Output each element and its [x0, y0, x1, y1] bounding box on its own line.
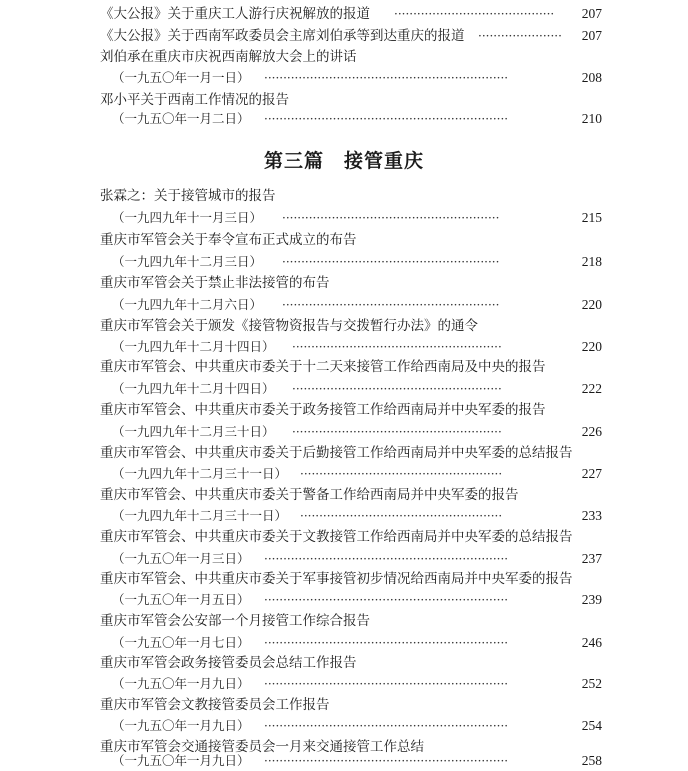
- toc-entry-date-line: [0, 252, 688, 272]
- toc-entry-date-line: [0, 674, 688, 694]
- entry-page-number: 227: [581, 466, 602, 481]
- entry-date: （一九四九年十二月三日）: [112, 254, 263, 269]
- entry-page-number: 239: [581, 592, 602, 607]
- entry-title: 重庆市军管会政务接管委员会总结工作报告: [100, 655, 357, 671]
- dot-leader: ································································: [264, 71, 509, 85]
- entry-page-number: 210: [581, 111, 602, 126]
- toc-entry: [0, 443, 688, 463]
- dot-leader: ·····················································: [300, 509, 503, 523]
- toc-entry-date-line: [0, 716, 688, 736]
- entry-title: 重庆市军管会关于奉令宣布正式成立的布告: [100, 232, 357, 248]
- toc-entry-date-line: [0, 590, 688, 610]
- entry-page-number: 254: [581, 718, 602, 733]
- entry-page-number: 233: [581, 508, 602, 523]
- entry-title: 重庆市军管会、中共重庆市委关于文教接管工作给西南局并中央军委的总结报告: [100, 529, 573, 545]
- dot-leader: ································································: [264, 112, 509, 126]
- toc-entry: [0, 4, 688, 24]
- entry-title: 重庆市军管会、中共重庆市委关于警备工作给西南局并中央军委的报告: [100, 487, 519, 503]
- dot-leader: ··········································: [394, 7, 555, 21]
- dot-leader: ·························································: [282, 298, 500, 312]
- entry-date: （一九五〇年一月九日）: [112, 753, 250, 768]
- dot-leader: ·······················································: [292, 340, 502, 354]
- toc-entry: [0, 316, 688, 336]
- toc-entry: [0, 485, 688, 505]
- toc-entry-date-line: [0, 633, 688, 653]
- entry-title: 重庆市军管会关于禁止非法接管的布告: [100, 275, 330, 291]
- entry-title: 重庆市军管会文教接管委员会工作报告: [100, 697, 330, 713]
- toc-entry-date-line: [0, 337, 688, 357]
- toc-entry-date-line: [0, 109, 688, 129]
- entry-date: （一九五〇年一月一日）: [112, 70, 250, 85]
- entry-title: 刘伯承在重庆市庆祝西南解放大会上的讲话: [100, 49, 357, 65]
- toc-entry-date-line: [0, 464, 688, 484]
- toc-entry: [0, 611, 688, 631]
- toc-entry: [0, 695, 688, 715]
- toc-entry-date-line: [0, 422, 688, 442]
- toc-entry-date-line: [0, 379, 688, 399]
- entry-title: 重庆市军管会、中共重庆市委关于政务接管工作给西南局并中央军委的报告: [100, 402, 546, 418]
- entry-page-number: 258: [581, 753, 602, 768]
- entry-page-number: 207: [581, 6, 602, 21]
- entry-page-number: 246: [581, 635, 602, 650]
- toc-entry: [0, 357, 688, 377]
- toc-entry: [0, 273, 688, 293]
- entry-date: （一九四九年十二月十四日）: [112, 339, 275, 354]
- entry-title: 《大公报》关于西南军政委员会主席刘伯承等到达重庆的报道: [100, 28, 465, 44]
- dot-leader: ································································: [264, 552, 509, 566]
- entry-title: 重庆市军管会公安部一个月接管工作综合报告: [100, 613, 370, 629]
- entry-date: （一九四九年十一月三日）: [112, 210, 263, 225]
- dot-leader: ································································: [264, 677, 509, 691]
- dot-leader: ·····················································: [300, 467, 503, 481]
- entry-date: （一九五〇年一月九日）: [112, 718, 250, 733]
- entry-page-number: 222: [581, 381, 602, 396]
- entry-date: （一九五〇年一月三日）: [112, 551, 250, 566]
- entry-title: 重庆市军管会、中共重庆市委关于十二天来接管工作给西南局及中央的报告: [100, 359, 546, 375]
- dot-leader: ································································: [264, 593, 509, 607]
- entry-page-number: 220: [581, 297, 602, 312]
- entry-date: （一九五〇年一月五日）: [112, 592, 250, 607]
- section-heading: 第三篇 接管重庆: [263, 150, 424, 172]
- toc-entry: [0, 527, 688, 547]
- toc-entry-date-line: [0, 295, 688, 315]
- entry-page-number: 218: [581, 254, 602, 269]
- toc-entry: [0, 400, 688, 420]
- entry-date: （一九五〇年一月七日）: [112, 635, 250, 650]
- entry-title: 张霖之：关于接管城市的报告: [100, 188, 276, 204]
- entry-page-number: 237: [581, 551, 602, 566]
- entry-title: 重庆市军管会关于颁发《接管物资报告与交拨暂行办法》的通令: [100, 318, 478, 334]
- toc-entry-date-line: [0, 208, 688, 228]
- toc-entry: [0, 569, 688, 589]
- entry-page-number: 208: [581, 70, 602, 85]
- toc-entry: [0, 653, 688, 673]
- entry-page-number: 207: [581, 28, 602, 43]
- dot-leader: ······················: [478, 29, 562, 43]
- entry-date: （一九四九年十二月三十日）: [112, 424, 275, 439]
- toc-entry-date-line: [0, 751, 688, 771]
- entry-page-number: 215: [581, 210, 602, 225]
- toc-entry-date-line: [0, 506, 688, 526]
- entry-page-number: 220: [581, 339, 602, 354]
- dot-leader: ·······················································: [292, 425, 502, 439]
- dot-leader: ································································: [264, 636, 509, 650]
- entry-date: （一九四九年十二月三十一日）: [112, 466, 288, 481]
- dot-leader: ·························································: [282, 211, 500, 225]
- entry-title: 重庆市军管会、中共重庆市委关于后勤接管工作给西南局并中央军委的总结报告: [100, 445, 573, 461]
- dot-leader: ································································: [264, 754, 509, 768]
- toc-entry-date-line: [0, 68, 688, 88]
- toc-entry-date-line: [0, 549, 688, 569]
- entry-title: 《大公报》关于重庆工人游行庆祝解放的报道: [100, 6, 370, 22]
- entry-title: 重庆市军管会、中共重庆市委关于军事接管初步情况给西南局并中央军委的报告: [100, 571, 573, 587]
- entry-date: （一九五〇年一月九日）: [112, 676, 250, 691]
- entry-date: （一九四九年十二月六日）: [112, 297, 263, 312]
- entry-date: （一九四九年十二月三十一日）: [112, 508, 288, 523]
- toc-entry: [0, 186, 688, 206]
- dot-leader: ································································: [264, 719, 509, 733]
- toc-entry: [0, 47, 688, 67]
- toc-entry: [0, 26, 688, 46]
- entry-page-number: 252: [581, 676, 602, 691]
- entry-page-number: 226: [581, 424, 602, 439]
- dot-leader: ·························································: [282, 255, 500, 269]
- entry-title: 重庆市军管会交通接管委员会一月来交通接管工作总结: [100, 739, 424, 755]
- dot-leader: ·······················································: [292, 382, 502, 396]
- entry-title: 邓小平关于西南工作情况的报告: [100, 92, 289, 108]
- entry-date: （一九五〇年一月二日）: [112, 111, 250, 126]
- entry-date: （一九四九年十二月十四日）: [112, 381, 275, 396]
- toc-entry: [0, 230, 688, 250]
- toc-entry: [0, 90, 688, 110]
